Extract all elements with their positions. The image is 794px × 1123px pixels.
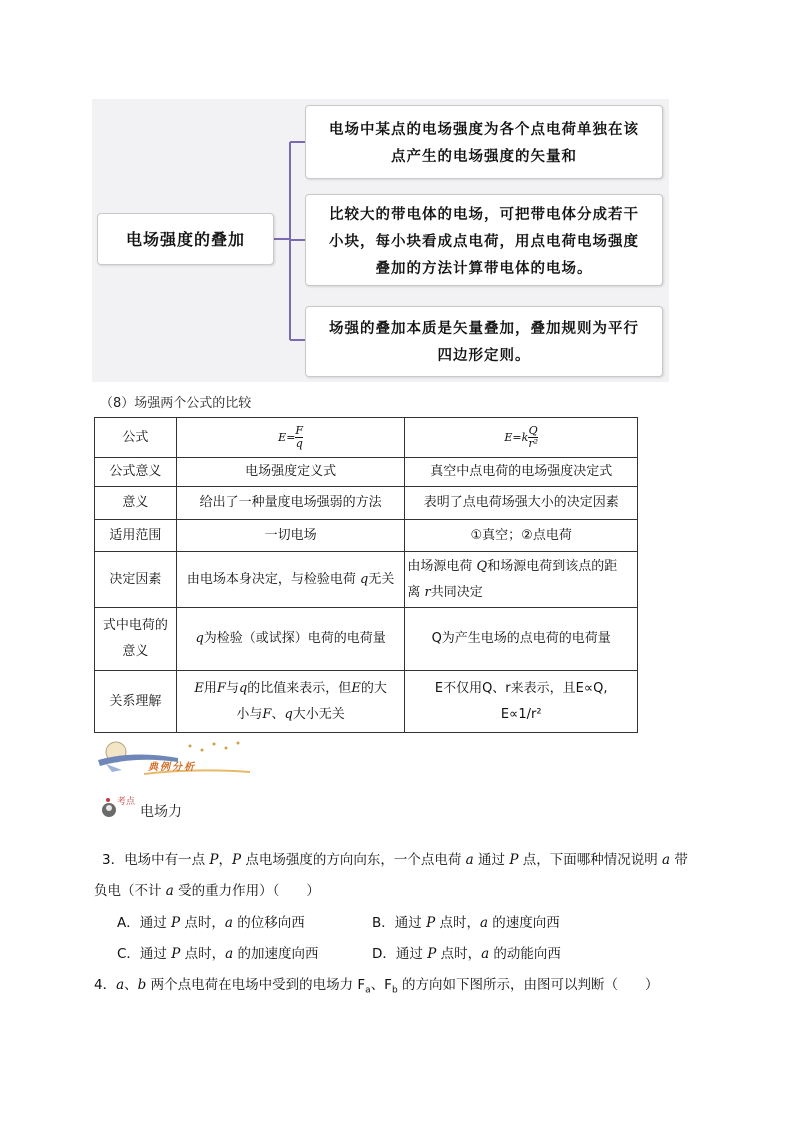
table-row: 式中电荷的 意义 q为检验（或试探）电荷的电荷量 Q为产生电场的点电荷的电荷量 (95, 608, 638, 671)
svg-text:考点: 考点 (117, 797, 136, 807)
formula-point-charge: E=k $\frac{Q}{\text{r²}}$ (405, 418, 638, 458)
branch-1-line-2: 点产生的电场强度的矢量和 (391, 148, 577, 165)
section-title: （8）场强两个公式的比较 (100, 396, 252, 411)
kaodian-icon (100, 790, 140, 824)
formula-definition: E= $\frac{F}{q}$ (176, 418, 405, 458)
branch-2-line-1: 比较大的带电体的电场，可把带电体分成若干 (329, 206, 639, 223)
table-header-label: 公式 (95, 418, 177, 458)
comparison-table (94, 417, 638, 733)
option-c[interactable]: C．通过 P 点时，a 的加速度向西 (117, 946, 319, 962)
option-a[interactable]: A．通过 P 点时，a 的位移向西 (117, 915, 305, 931)
superposition-diagram (92, 99, 669, 382)
banner-title: 典例分析 (148, 762, 196, 773)
table-row: 意义 给出了一种量度电场强弱的方法 表明了点电荷场强大小的决定因素 (95, 487, 638, 520)
question-4: 4．a、b 两个点电荷在电场中受到的电场力 $F_a$、$F_b$ 的方向如下图所示，由图可以判断（ ） (94, 977, 659, 996)
diagram-root: 电场强度的叠加 (97, 213, 274, 265)
branch-3-line-1: 场强的叠加本质是矢量叠加，叠加规则为平行 (329, 320, 639, 337)
table-row: 关系理解 E用F与q的比值来表示，但E的大 小与F、q大小无关 E不仅用Q、r来表示，且E∝Q, E∝1/r² (95, 671, 638, 733)
table-row: 决定因素 由电场本身决定，与检验电荷 q无关 由场源电荷 Q和场源电荷到该点的距 离 r共同决定 (95, 552, 638, 608)
option-b[interactable]: B．通过 P 点时，a 的速度向西 (372, 915, 560, 931)
question-3-line-2: 负电（不计 a 受的重力作用）（ ） (94, 883, 320, 899)
branch-2-line-3: 叠加的方法计算带电体的电场。 (375, 260, 593, 277)
diagram-branch-2 (305, 194, 663, 286)
topic-title: 电场力 (140, 804, 182, 820)
table-row: 公式意义 电场强度定义式 真空中点电荷的电场强度决定式 (95, 458, 638, 487)
table-row (95, 418, 638, 458)
diagram-branch-1 (305, 105, 663, 179)
table-row: 适用范围 一切电场 ①真空；②点电荷 (95, 520, 638, 552)
branch-3-line-2: 四边形定则。 (437, 347, 531, 364)
branch-1-line-1: 电场中某点的电场强度为各个点电荷单独在该 (329, 121, 639, 138)
option-d[interactable]: D．通过 P 点时，a 的动能向西 (372, 946, 561, 962)
diagram-branch-3 (305, 306, 663, 377)
question-3-line-1: 3．电场中有一点 P，P 点电场强度的方向向东，一个点电荷 a 通过 P 点，下面哪种情况说明 a 带 (102, 852, 688, 868)
branch-2-line-2: 小块，每小块看成点电荷，用点电荷电场强度 (329, 233, 639, 250)
